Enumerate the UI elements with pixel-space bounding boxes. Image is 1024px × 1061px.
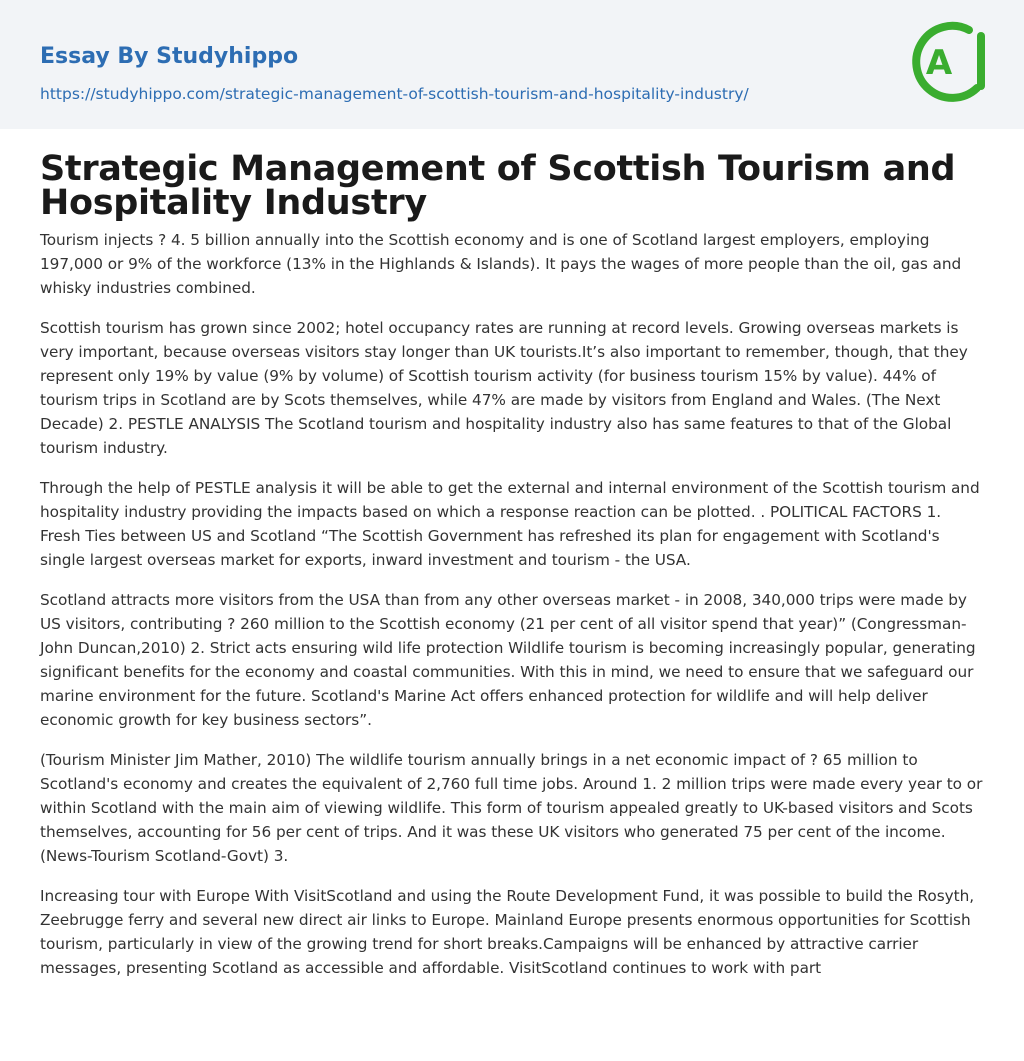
article-paragraph: (Tourism Minister Jim Mather, 2010) The wildlife tourism annually brings in a net economic impact of ? 65 million to Scotland's economy and creates the equivalent of 2,760 full time jobs. Around 1. 2 million trips were made every year to or within Scotland with the main aim of viewing wildlife. This form of tourism appealed greatly to UK-based visitors and Scots themselves, accounting for 56 per cent of trips. And it was these UK visitors who generated 75 per cent of the income. (News-Tourism Scotland-Govt) 3. <box>40 751 983 865</box>
article-paragraph: Scottish tourism has grown since 2002; hotel occupancy rates are running at record levels. Growing overseas markets is very important, because overseas visitors stay longer than UK tourists.It’s also important to remember, though, that they represent only 19% by value (9% by volume) of Scottish tourism activity (for business tourism 15% by value). 44% of tourism trips in Scotland are by Scots themselves, while 47% are made by visitors from England and Wales. (The Next Decade) 2. PESTLE ANALYSIS The Scotland tourism and hospitality industry also has same features to that of the Global tourism industry. <box>40 319 968 457</box>
site-header <box>0 0 1024 129</box>
article-paragraph: Scotland attracts more visitors from the USA than from any other overseas market - in 2008, 340,000 trips were made by US visitors, contributing ? 260 million to the Scottish economy (21 per cent of all visitor spend that year)” (Congressman-John Duncan,2010) 2. Strict acts ensuring wild life protection Wildlife tourism is becoming increasingly popular, generating significant benefits for the economy and coastal communities. With this in mind, we need to ensure that we safeguard our marine environment for the future. Scotland's Marine Act offers enhanced protection for wildlife and will help deliver economic growth for key business sectors”. <box>40 591 976 729</box>
source-url-link[interactable]: https://studyhippo.com/strategic-management-of-scottish-tourism-and-hospitality-industry/ <box>40 85 749 103</box>
article-paragraph: Through the help of PESTLE analysis it will be able to get the external and internal environment of the Scottish tourism and hospitality industry providing the impacts based on which a response reaction can be plotted. . POLITICAL FACTORS 1. Fresh Ties between US and Scotland “The Scottish Government has refreshed its plan for engagement with Scotland's single largest overseas market for exports, inward investment and tourism - the USA. <box>40 479 980 569</box>
logo-letter: A <box>925 43 953 83</box>
article-content <box>0 129 1024 980</box>
studyhippo-logo-icon[interactable] <box>907 16 991 108</box>
article-paragraph: Tourism injects ? 4. 5 billion annually into the Scottish economy and is one of Scotland largest employers, employing 197,000 or 9% of the workforce (13% in the Highlands & Islands). It pays the wages of more people than the oil, gas and whisky industries combined. <box>40 231 962 297</box>
article-title: Strategic Management of Scottish Tourism and Hospitality Industry <box>40 149 956 223</box>
site-brand[interactable]: Essay By Studyhippo <box>40 44 299 69</box>
logo-svg <box>907 16 991 108</box>
article-paragraph: Increasing tour with Europe With VisitScotland and using the Route Development Fund, it was possible to build the Rosyth, Zeebrugge ferry and several new direct air links to Europe. Mainland Europe presents enormous opportunities for Scottish tourism, particularly in view of the growing trend for short breaks.Campaigns will be enhanced by attractive carrier messages, presenting Scotland as accessible and affordable. VisitScotland continues to work with part <box>40 887 975 977</box>
